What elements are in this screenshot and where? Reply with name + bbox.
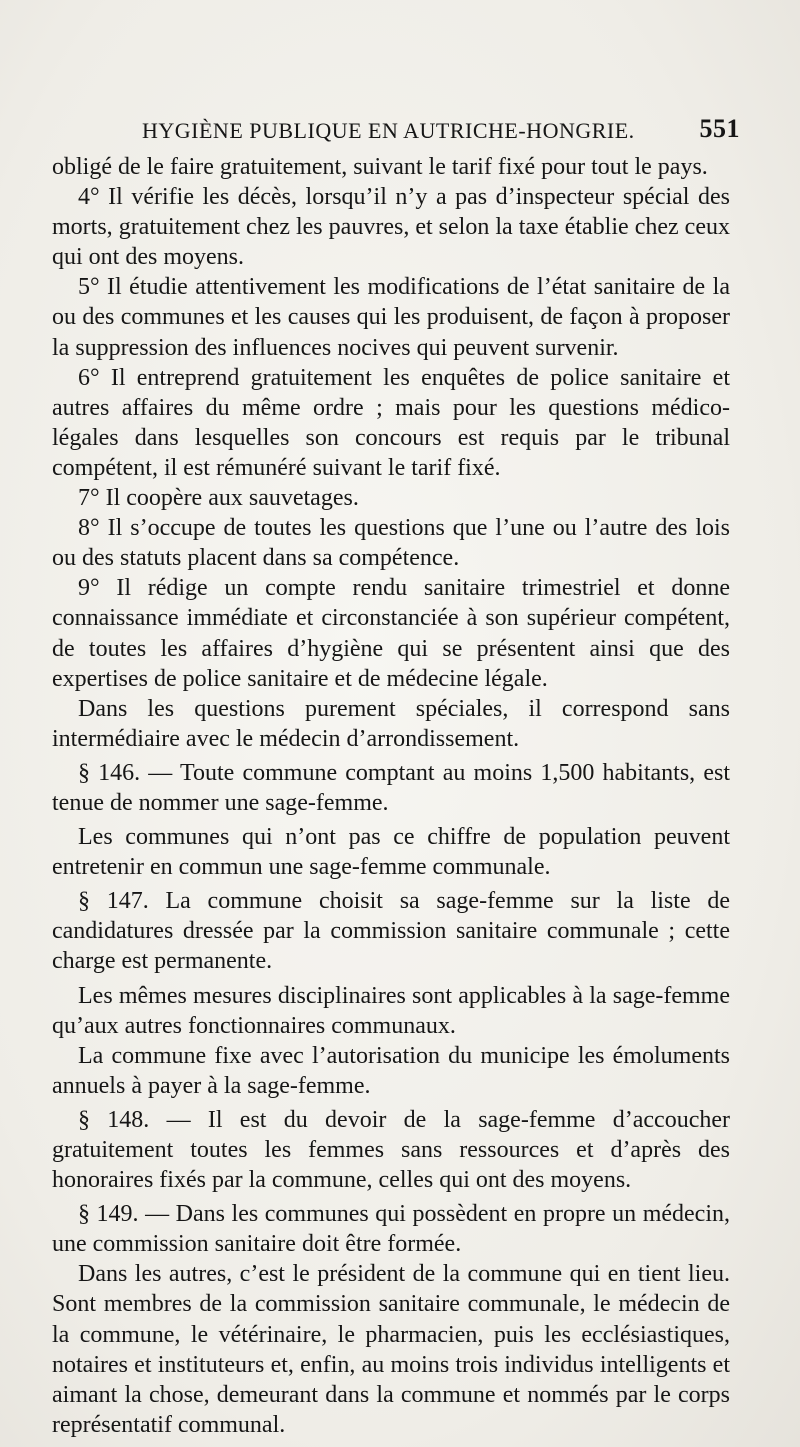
paragraph-item-4: 4° Il vérifie les décès, lorsqu’il n’y a pas d’inspecteur spécial des morts, gratuitement chez les pauvres, et selon la taxe établie chez ceux qui ont des moyens. <box>52 184 730 271</box>
paragraph-item-9: 9° Il rédige un compte rendu sanitaire trimestriel et donne connaissance immédiate et circonstanciée à son supérieur compétent, de toutes les affaires d’hygiène qui se présentent ainsi que des expertises de police sanitaire et de médecine légale. <box>52 575 730 692</box>
paragraph-item-8: 8° Il s’occupe de toutes les questions que l’une ou l’autre des lois ou des statuts placent dans sa compétence. <box>52 515 730 572</box>
section-149: § 149. — Dans les communes qui possèdent en propre un médecin, une commission sanitaire doit être formée. <box>52 1201 730 1258</box>
paragraph-item-7: 7° Il coopère aux sauvetages. <box>78 485 359 512</box>
page-number: 551 <box>699 114 740 143</box>
paragraph-commission-members: Dans les autres, c’est le président de la commune qui en tient lieu. Sont membres de la commission sanitaire communale, le médecin de la commune, le vétérinaire, le pharmacien, puis les ecclésiastiques, notaires et instituteurs et, enfin, au moins trois individus intelligents et aimant la chose, demeurant dans la commune et nommés par le corps représentatif communal. <box>52 1261 730 1438</box>
paragraph-item-6: 6° Il entreprend gratuitement les enquêtes de police sanitaire et autres affaires du même ordre ; mais pour les questions médico-légales dans lesquelles son concours est requis par le tribunal compétent, il est rémunéré suivant le tarif fixé. <box>52 364 730 481</box>
paragraph-special-questions: Dans les questions purement spéciales, il correspond sans intermédiaire avec le médecin d’arrondissement. <box>52 695 730 752</box>
paragraph-item-5: 5° Il étudie attentivement les modifications de l’état sanitaire de la ou des communes et les causes qui les produisent, de façon à proposer la suppression des influences nocives qui peuvent survenir. <box>52 274 730 361</box>
section-146: § 146. — Toute commune comptant au moins 1,500 habitants, est tenue de nommer une sage-femme. <box>52 759 730 816</box>
running-title: HYGIÈNE PUBLIQUE EN AUTRICHE-HONGRIE. <box>142 118 635 143</box>
page-header <box>54 112 740 146</box>
section-148: § 148. — Il est du devoir de la sage-femme d’accoucher gratuitement toutes les femmes sans ressources et d’après des honoraires fixés par la commune, celles qui ont des moyens. <box>52 1106 730 1194</box>
paragraph-disciplinary-measures: Les mêmes mesures disciplinaires sont applicables à la sage-femme qu’aux autres fonctionnaires communaux. <box>52 982 730 1039</box>
body-text <box>52 152 730 1440</box>
paragraph-emoluments: La commune fixe avec l’autorisation du municipe les émoluments annuels à payer à la sage-femme. <box>52 1042 730 1099</box>
section-147: § 147. La commune choisit sa sage-femme sur la liste de candidatures dressée par la commission sanitaire communale ; cette charge est permanente. <box>52 888 730 975</box>
paragraph-communes-population: Les communes qui n’ont pas ce chiffre de population peuvent entretenir en commun une sage-femme communale. <box>52 824 730 881</box>
paragraph-continuation: obligé de le faire gratuitement, suivant le tarif fixé pour tout le pays. <box>52 154 708 180</box>
